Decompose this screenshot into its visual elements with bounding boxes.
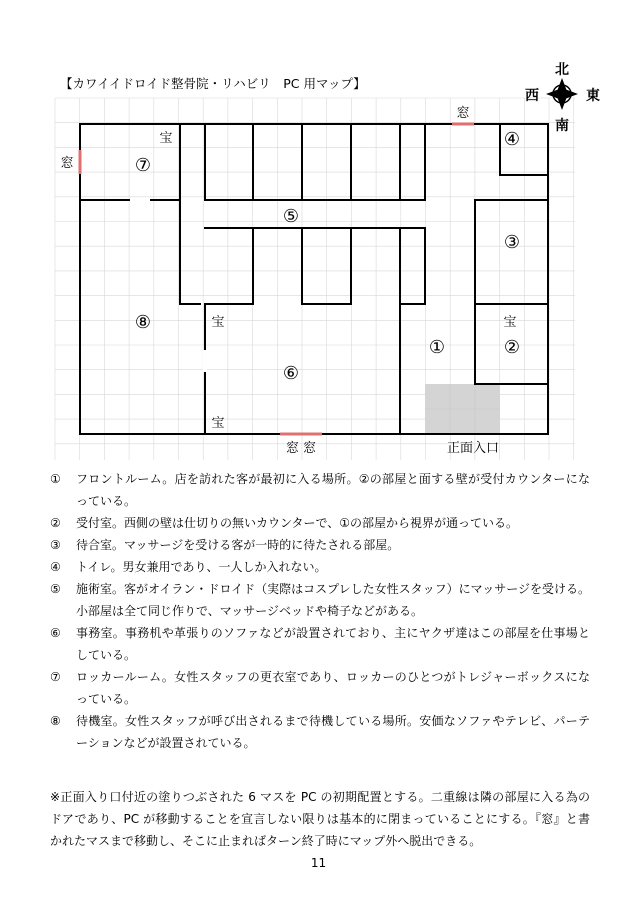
treasure-label-2: 宝 [503,315,517,330]
window-label-south: 窓 窓 [285,441,317,456]
room-legend [50,468,590,754]
legend-text: 待合室。マッサージを受ける客が一時的に待たされる部屋。 [76,538,400,552]
legend-text: ロッカールーム。女性スタッフの更衣室であり、ロッカーのひとつがトレジャーボックスになっている。 [76,670,590,706]
legend-item [50,534,590,556]
legend-item [50,622,590,666]
room-numbers [135,129,520,384]
legend-number: ③ [50,538,61,552]
legend-item [50,556,590,578]
legend-number: ⑧ [50,714,61,728]
legend-item [50,512,590,534]
legend-number: ⑥ [50,626,61,640]
legend-item [50,578,590,622]
legend-text: 事務室。事務机や革張りのソファなどが設置されており、主にヤクザ達はこの部屋を仕事場としている。 [76,626,590,662]
legend-text: トイレ。男女兼用であり、一人しか入れない。 [76,560,327,574]
compass-east: 東 [586,88,600,104]
treasure-label-6a: 宝 [211,315,225,330]
legend-number: ⑦ [50,670,61,684]
page-title: 【カワイイドロイド整骨院・リハビリ PC 用マップ】 [60,76,366,91]
window-label-north: 窓 [456,106,470,121]
compass-south: 南 [555,118,569,134]
legend-number: ② [50,516,61,530]
legend-text: 施術室。客がオイラン・ドロイド（実際はコスプレした女性スタッフ）にマッサージを受ける。小部屋は全て同じ作りで、マッサージベッドや椅子などがある。 [76,582,590,618]
page-number: 11 [310,856,327,870]
treasure-label-7: 宝 [159,131,173,146]
legend-text: 受付室。西側の壁は仕切りの無いカウンターで、①の部屋から視界が通っている。 [76,516,519,530]
legend-number: ① [50,472,61,486]
legend-number: ④ [50,560,61,574]
legend-text: 待機室。女性スタッフが呼び出されるまで待機している場所。安価なソファやテレビ、パーテーションなどが設置されている。 [76,714,590,750]
rules-note: ※正面入り口付近の塗りつぶされた 6 マスを PC の初期配置とする。二重線は隣の部屋に入る為のドアであり、PC が移動することを宣言しない限りは基本的に閉まっていることにする。『窓』と書かれたマスまで移動し、そこに止まればターン終了時にマップ外へ脱出できる。 [50,790,590,848]
window-label-west: 窓 [60,156,74,171]
legend-item [50,666,590,710]
room-number-2: ② [503,337,521,358]
compass-west: 西 [525,88,539,104]
doorways [130,200,205,372]
legend-number: ⑤ [50,582,61,596]
legend-text: フロントルーム。店を訪れた客が最初に入る場所。②の部屋と面する壁が受付カウンターになっている。 [76,472,590,508]
room-number-4: ④ [503,129,521,150]
room-number-1: ① [428,337,446,358]
room-number-5: ⑤ [282,206,300,227]
room-number-6: ⑥ [282,363,300,384]
room-number-7: ⑦ [134,155,152,176]
compass-north: 北 [555,62,569,78]
treasure-label-6b: 宝 [211,416,225,431]
legend-item [50,710,590,754]
entrance-label: 正面入口 [446,441,500,456]
room-number-3: ③ [503,232,521,253]
legend-item [50,468,590,512]
room-number-8: ⑧ [134,312,152,333]
